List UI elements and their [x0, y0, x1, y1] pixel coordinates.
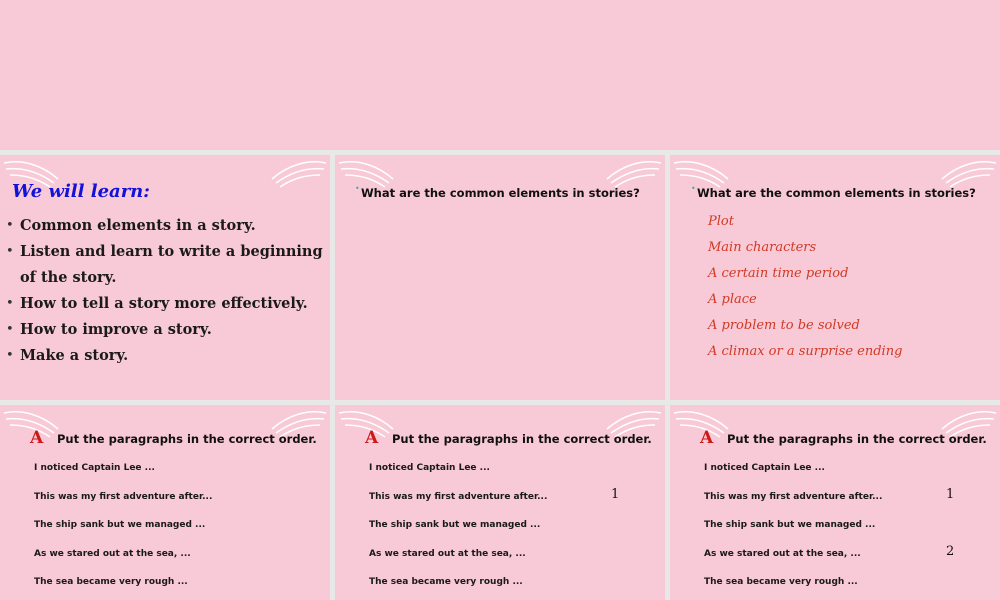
bullet-dot-icon: • [355, 184, 360, 193]
paragraph-list [704, 462, 882, 600]
slide-story-elements[interactable] [670, 155, 1000, 400]
list-item: The ship sank but we managed ... [369, 520, 541, 531]
slide-paragraph-order-3[interactable] [670, 405, 1000, 600]
learning-list [6, 213, 323, 369]
question-text: What are the common elements in stories? [697, 186, 976, 200]
list-item: • Listen and learn to write a beginning [6, 239, 323, 265]
order-number: 1 [611, 487, 620, 502]
slide-title: We will learn: [12, 181, 150, 202]
slide-question[interactable] [335, 155, 665, 400]
list-item: A place [708, 292, 757, 307]
slide-paragraph-order-1[interactable] [0, 405, 330, 600]
list-item: I noticed Captain Lee ... [34, 463, 155, 473]
question-heading [691, 184, 976, 200]
list-item: A problem to be solved [708, 318, 860, 333]
list-item: The ship sank but we managed ... [704, 520, 876, 531]
list-item: This was my first adventure after... [369, 491, 548, 502]
section-letter: A [30, 428, 44, 448]
list-item: A certain time period [708, 266, 849, 281]
slide-we-will-learn[interactable] [0, 155, 330, 400]
slide-paragraph-order-2[interactable] [335, 405, 665, 600]
section-letter: A [365, 428, 379, 448]
instruction-text: Put the paragraphs in the correct order. [57, 432, 317, 446]
list-item: The sea became very rough ... [704, 577, 858, 588]
list-item: This was my first adventure after... [704, 491, 883, 502]
list-item: Main characters [708, 240, 817, 255]
instruction-text: Put the paragraphs in the correct order. [727, 432, 987, 446]
list-item: As we stared out at the sea, ... [34, 548, 191, 559]
paragraph-list [369, 462, 547, 600]
list-item: I noticed Captain Lee ... [369, 463, 490, 473]
list-item: of the story. [20, 269, 117, 286]
instruction-text: Put the paragraphs in the correct order. [392, 432, 652, 446]
list-item: The sea became very rough ... [369, 577, 523, 588]
list-item: Plot [708, 214, 734, 229]
list-item: I noticed Captain Lee ... [704, 463, 825, 473]
list-item: • How to improve a story. [6, 317, 323, 343]
list-item: A climax or a surprise ending [708, 344, 903, 359]
question-text: What are the common elements in stories? [361, 186, 640, 200]
order-number: 2 [946, 544, 955, 559]
list-item: • Common elements in a story. [6, 213, 323, 239]
bullet-dot-icon: • [691, 184, 696, 193]
wing-ornament-icon [270, 159, 328, 193]
list-item: • Make a story. [6, 343, 323, 369]
section-letter: A [700, 428, 714, 448]
blank-slide [0, 0, 1000, 150]
list-item: The ship sank but we managed ... [34, 520, 206, 531]
list-item: The sea became very rough ... [34, 577, 188, 588]
question-heading [355, 184, 640, 200]
list-item: This was my first adventure after... [34, 491, 213, 502]
order-number: 1 [946, 487, 955, 502]
list-item: As we stared out at the sea, ... [704, 548, 861, 559]
list-item: As we stared out at the sea, ... [369, 548, 526, 559]
list-item: • How to tell a story more effectively. [6, 291, 323, 317]
paragraph-list [34, 462, 212, 600]
elements-list [708, 209, 902, 365]
